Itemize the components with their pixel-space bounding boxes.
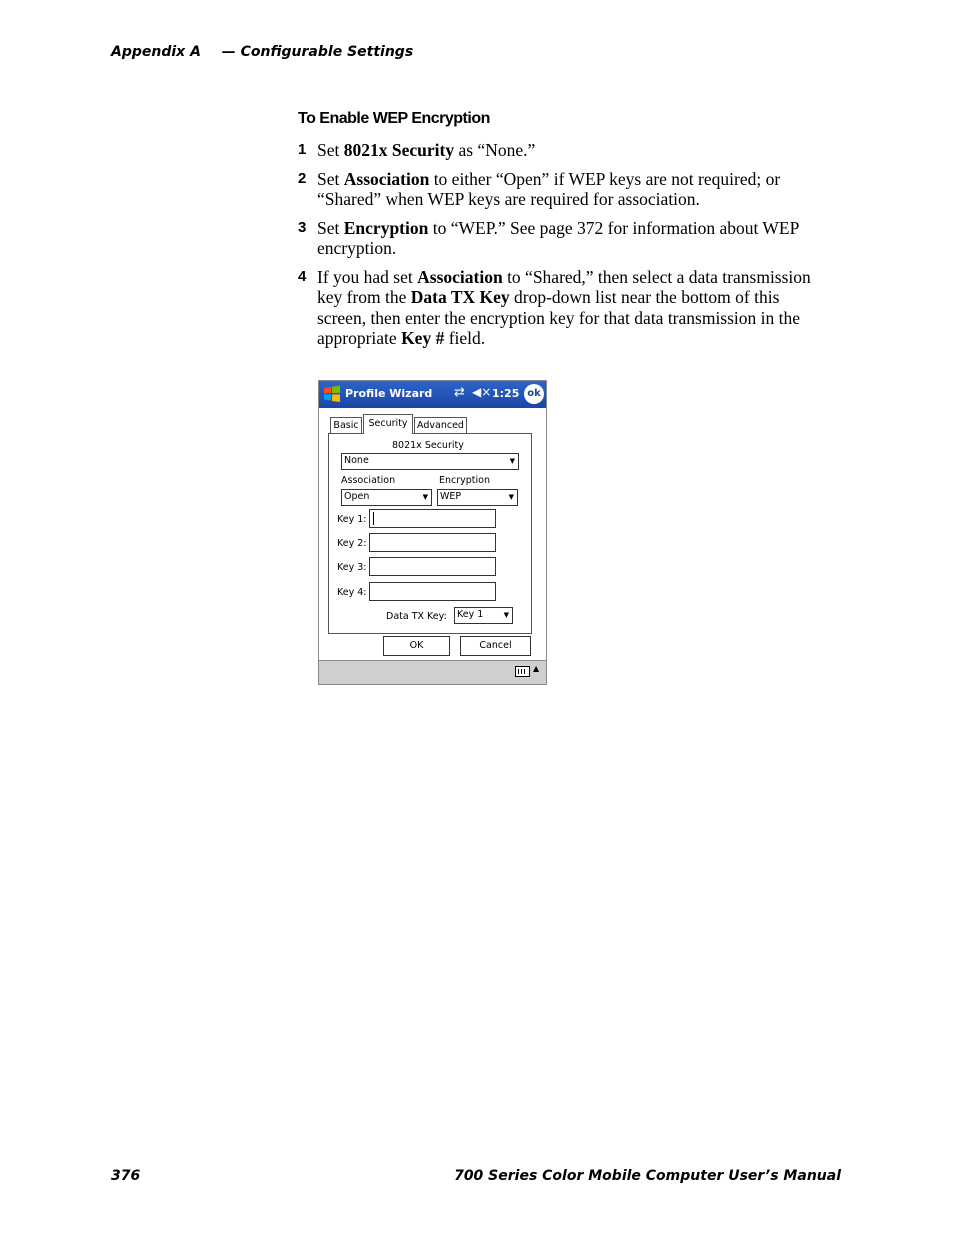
- dropdown-arrow-icon: ▼: [508, 493, 514, 501]
- term-association: Association: [343, 168, 430, 189]
- step-list: [298, 140, 828, 357]
- tab-advanced[interactable]: Advanced: [414, 417, 467, 433]
- input-panel-bar: [319, 660, 546, 684]
- step-1: 1 Set 8021x Security as “None.”: [298, 140, 536, 160]
- step-number: 2: [298, 169, 307, 187]
- header-separator: —: [221, 44, 236, 60]
- key-2-label: Key 2:: [337, 538, 367, 549]
- device-screenshot: [318, 380, 547, 685]
- header-section: Configurable Settings: [240, 44, 414, 60]
- key-4-field[interactable]: [369, 582, 496, 601]
- security-label: 8021x Security: [392, 440, 464, 451]
- title-bar: [319, 381, 546, 408]
- volume-icon[interactable]: ◀×: [472, 385, 492, 399]
- data-tx-key-dropdown[interactable]: [454, 607, 513, 624]
- step-number: 1: [298, 141, 307, 158]
- sync-icon[interactable]: ⇄: [454, 385, 465, 400]
- term-data-tx-key: Data TX Key: [410, 287, 510, 307]
- key-3-label: Key 3:: [337, 562, 367, 573]
- term-association: Association: [417, 266, 503, 287]
- term-8021x-security: 8021x Security: [343, 140, 455, 160]
- data-tx-key-value: Key 1: [457, 609, 484, 620]
- keyboard-icon[interactable]: [515, 666, 530, 677]
- key-2-field[interactable]: [369, 533, 496, 552]
- dropdown-arrow-icon: ▼: [509, 457, 515, 465]
- ok-title-button[interactable]: ok: [524, 384, 544, 404]
- tab-security[interactable]: Security: [363, 414, 413, 434]
- term-encryption: Encryption: [343, 217, 429, 238]
- windows-logo-icon[interactable]: [322, 384, 342, 404]
- clock-time[interactable]: 1:25: [492, 387, 520, 400]
- key-1-label: Key 1:: [337, 514, 367, 525]
- header-chapter: Appendix A: [111, 44, 201, 60]
- window-title: Profile Wizard: [345, 387, 433, 400]
- security-value: None: [344, 455, 369, 466]
- step-2: 2 Set Association to either “Open” if WEP keys are not required; or “Shared” when WEP keys are required for association.: [298, 168, 781, 209]
- arrow-up-icon[interactable]: ▲: [533, 664, 540, 673]
- association-label: Association: [341, 475, 396, 486]
- cancel-button[interactable]: Cancel: [460, 636, 531, 656]
- data-tx-key-label: Data TX Key:: [386, 611, 447, 622]
- tab-basic[interactable]: Basic: [330, 417, 362, 433]
- encryption-value: WEP: [440, 491, 462, 502]
- term-key-number: Key #: [401, 328, 445, 348]
- key-1-field[interactable]: [369, 509, 496, 528]
- association-dropdown[interactable]: [341, 489, 432, 506]
- step-number: 3: [298, 218, 307, 236]
- security-panel: [328, 433, 532, 634]
- running-header: [111, 44, 413, 60]
- manual-title: 700 Series Color Mobile Computer User’s Manual: [454, 1168, 841, 1184]
- step-3: 3 Set Encryption to “WEP.” See page 372 for information about WEP encryption.: [298, 217, 799, 258]
- page-number: 376: [111, 1168, 141, 1184]
- key-3-field[interactable]: [369, 557, 496, 576]
- text-caret: [373, 512, 374, 525]
- encryption-label: Encryption: [439, 475, 491, 486]
- step-4: 4 If you had set Association to “Shared,” then select a data transmission key from the Data TX Key drop-down list near the bottom of this screen, then enter the encryption key for that data transmission in the appropriate Key # field.: [298, 266, 811, 348]
- ok-button[interactable]: OK: [383, 636, 450, 656]
- procedure-heading: To Enable WEP Encryption: [298, 110, 490, 127]
- dropdown-arrow-icon: ▼: [503, 611, 509, 619]
- key-4-label: Key 4:: [337, 587, 367, 598]
- encryption-dropdown[interactable]: [437, 489, 518, 506]
- dropdown-arrow-icon: ▼: [422, 493, 428, 501]
- step-number: 4: [298, 267, 307, 285]
- association-value: Open: [344, 491, 370, 502]
- security-dropdown[interactable]: [341, 453, 519, 470]
